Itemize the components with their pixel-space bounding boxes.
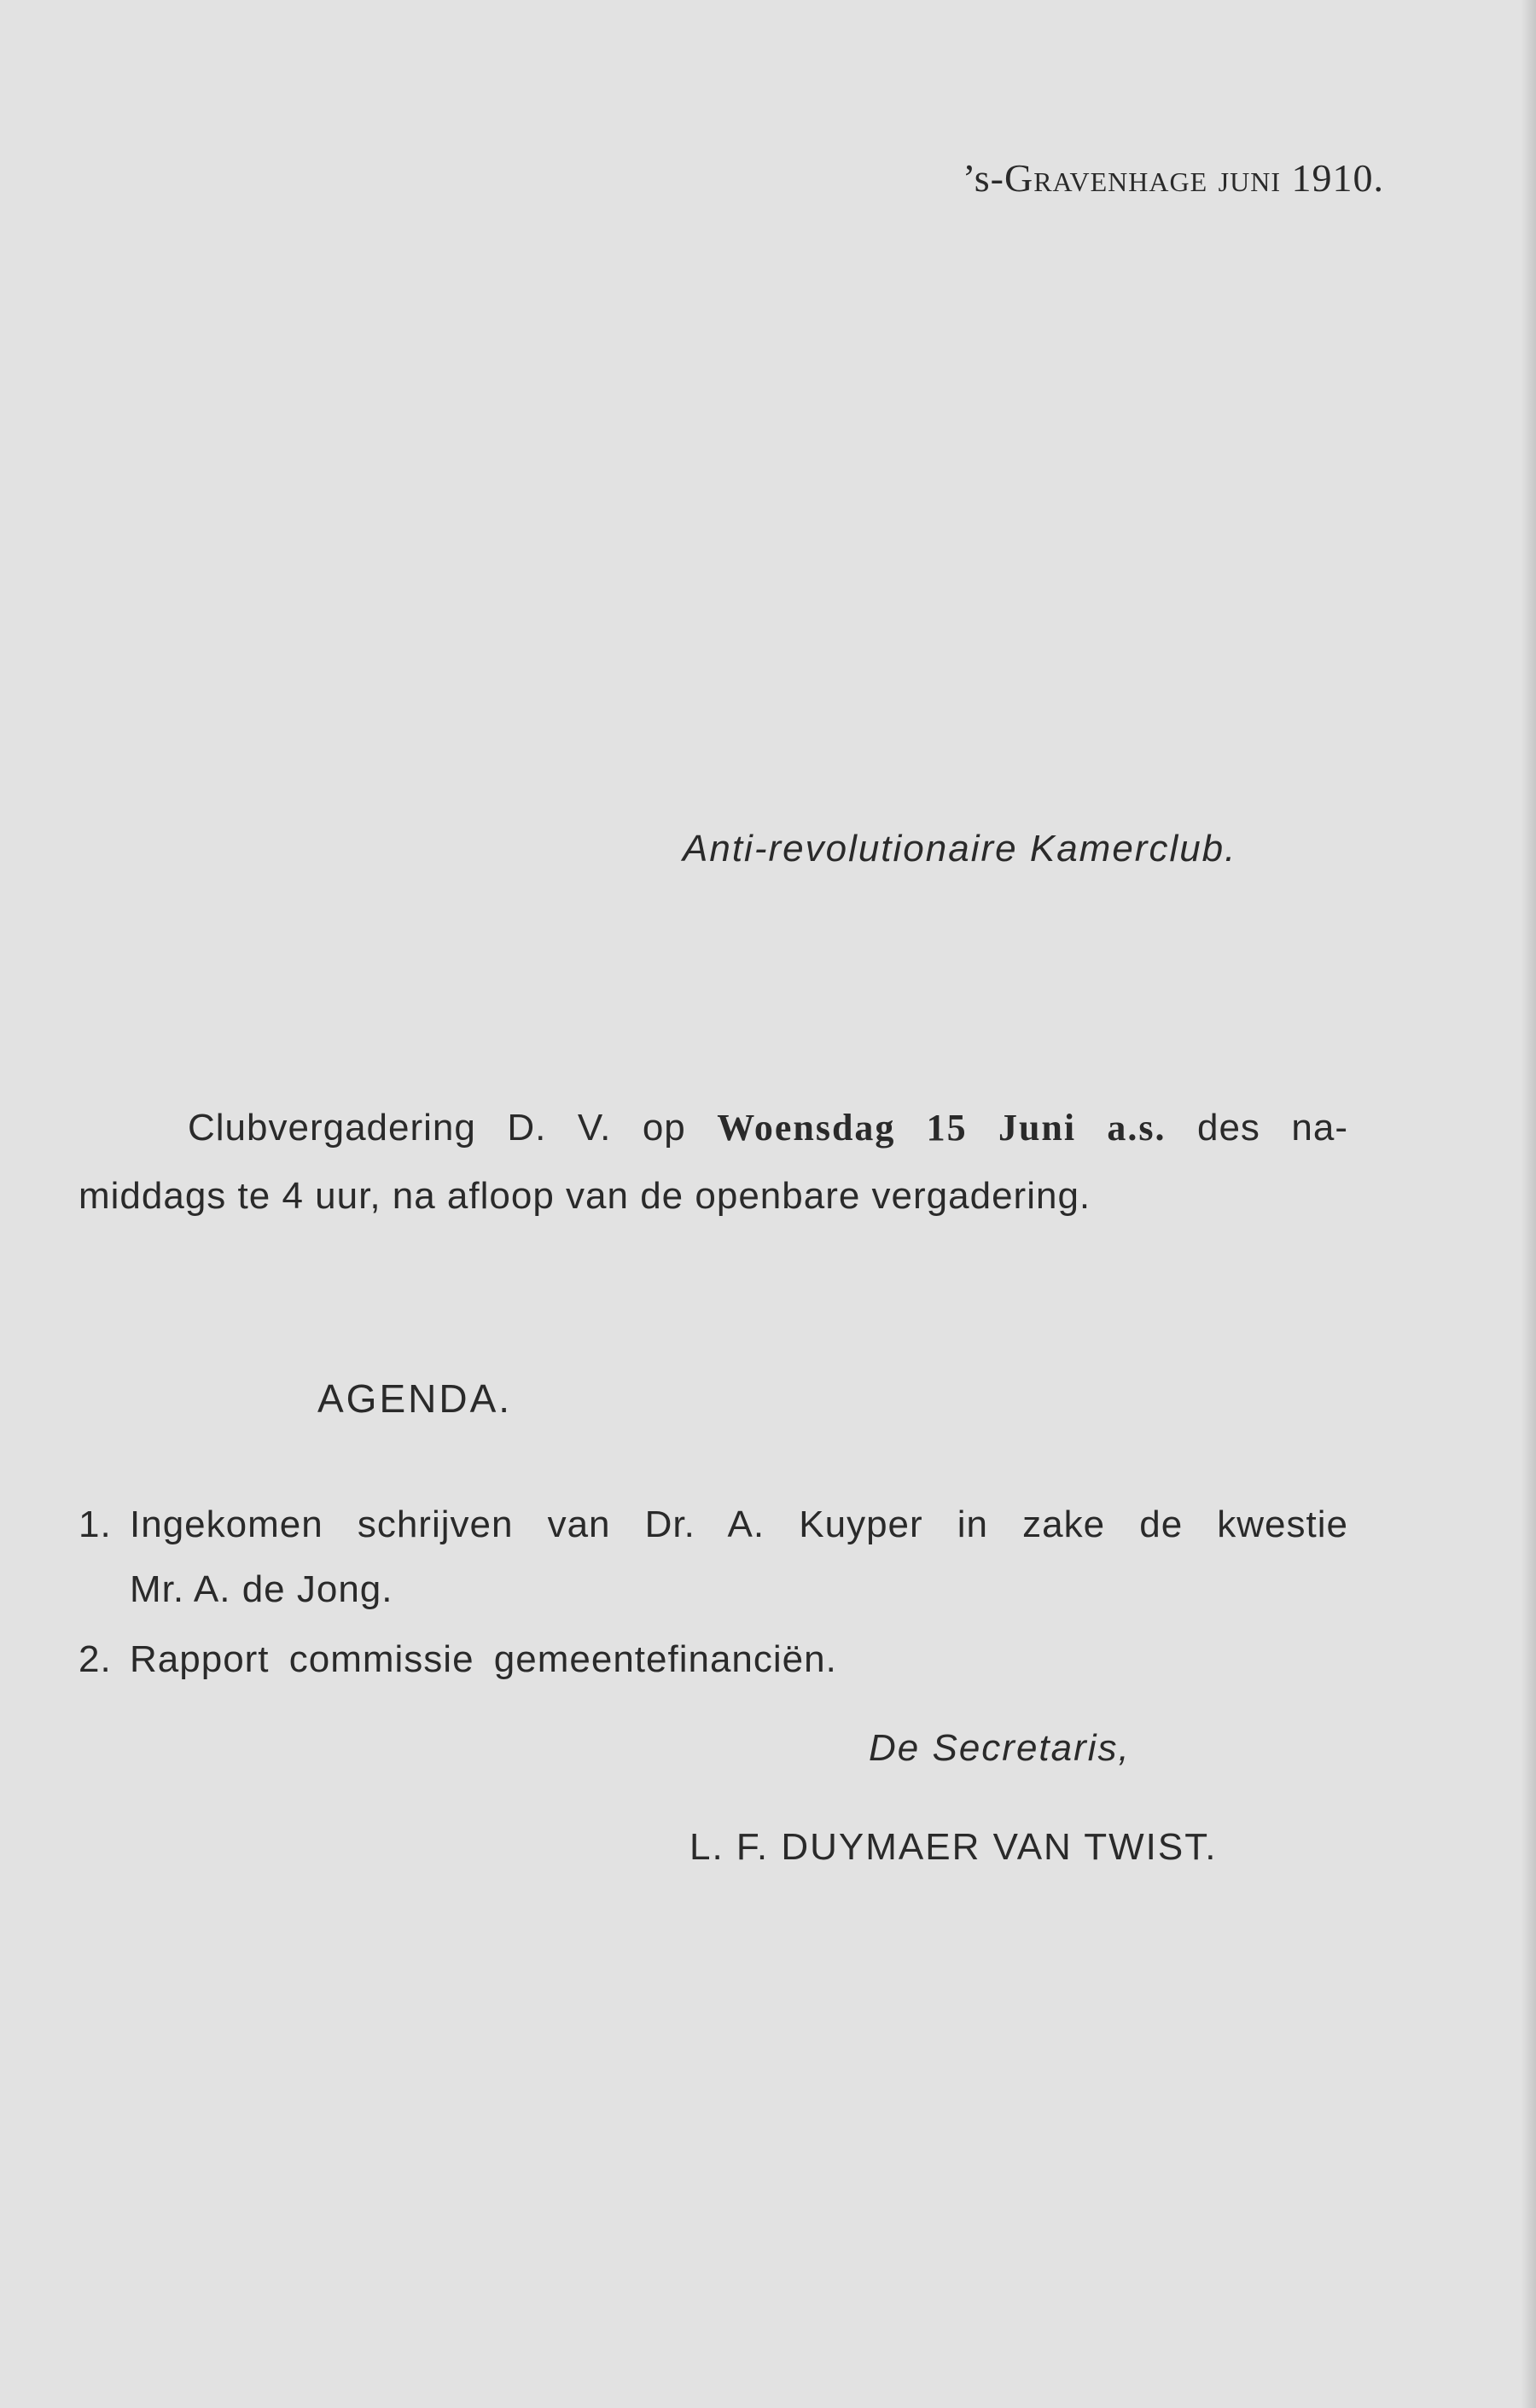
agenda-item-number: 2. [79, 1638, 112, 1680]
meeting-notice [79, 1094, 1348, 1230]
agenda-heading: AGENDA. [317, 1376, 513, 1421]
club-name: Anti-revolutionaire Kamerclub. [683, 828, 1237, 870]
agenda-item [79, 1490, 1348, 1625]
notice-meeting-date: Woensdag 15 Juni a.s. [717, 1107, 1167, 1149]
notice-line-2: middags te 4 uur, na afloop van de openbare vergadering. [79, 1175, 1091, 1217]
page-edge-shadow [1521, 0, 1536, 2408]
signature-name: L. F. DUYMAER VAN TWIST. [689, 1826, 1218, 1868]
place-date-line [963, 155, 1384, 201]
agenda-item-line-1: Ingekomen schrijven van Dr. A. Kuyper in zake de kwestie [130, 1504, 1348, 1545]
agenda-item [79, 1625, 1348, 1695]
place-name: Gravenhage [1004, 156, 1208, 200]
closing-title: De Secretaris, [869, 1727, 1131, 1769]
notice-line-1 [79, 1094, 1348, 1162]
agenda-item-line-2: Mr. A. de Jong. [130, 1568, 393, 1610]
month: juni [1218, 156, 1281, 200]
year: 1910. [1291, 156, 1384, 200]
notice-line-1-end: des na- [1196, 1107, 1348, 1149]
place-prefix: ’s- [962, 156, 1004, 200]
agenda-item-number: 1. [79, 1504, 112, 1545]
agenda-item-line-1: Rapport commissie gemeentefinanciën. [130, 1638, 837, 1680]
agenda-item-text [130, 1490, 1348, 1625]
agenda-list [79, 1490, 1348, 1695]
notice-line-1-start: Clubvergadering D. V. op [188, 1107, 686, 1149]
agenda-item-text [130, 1625, 1348, 1695]
